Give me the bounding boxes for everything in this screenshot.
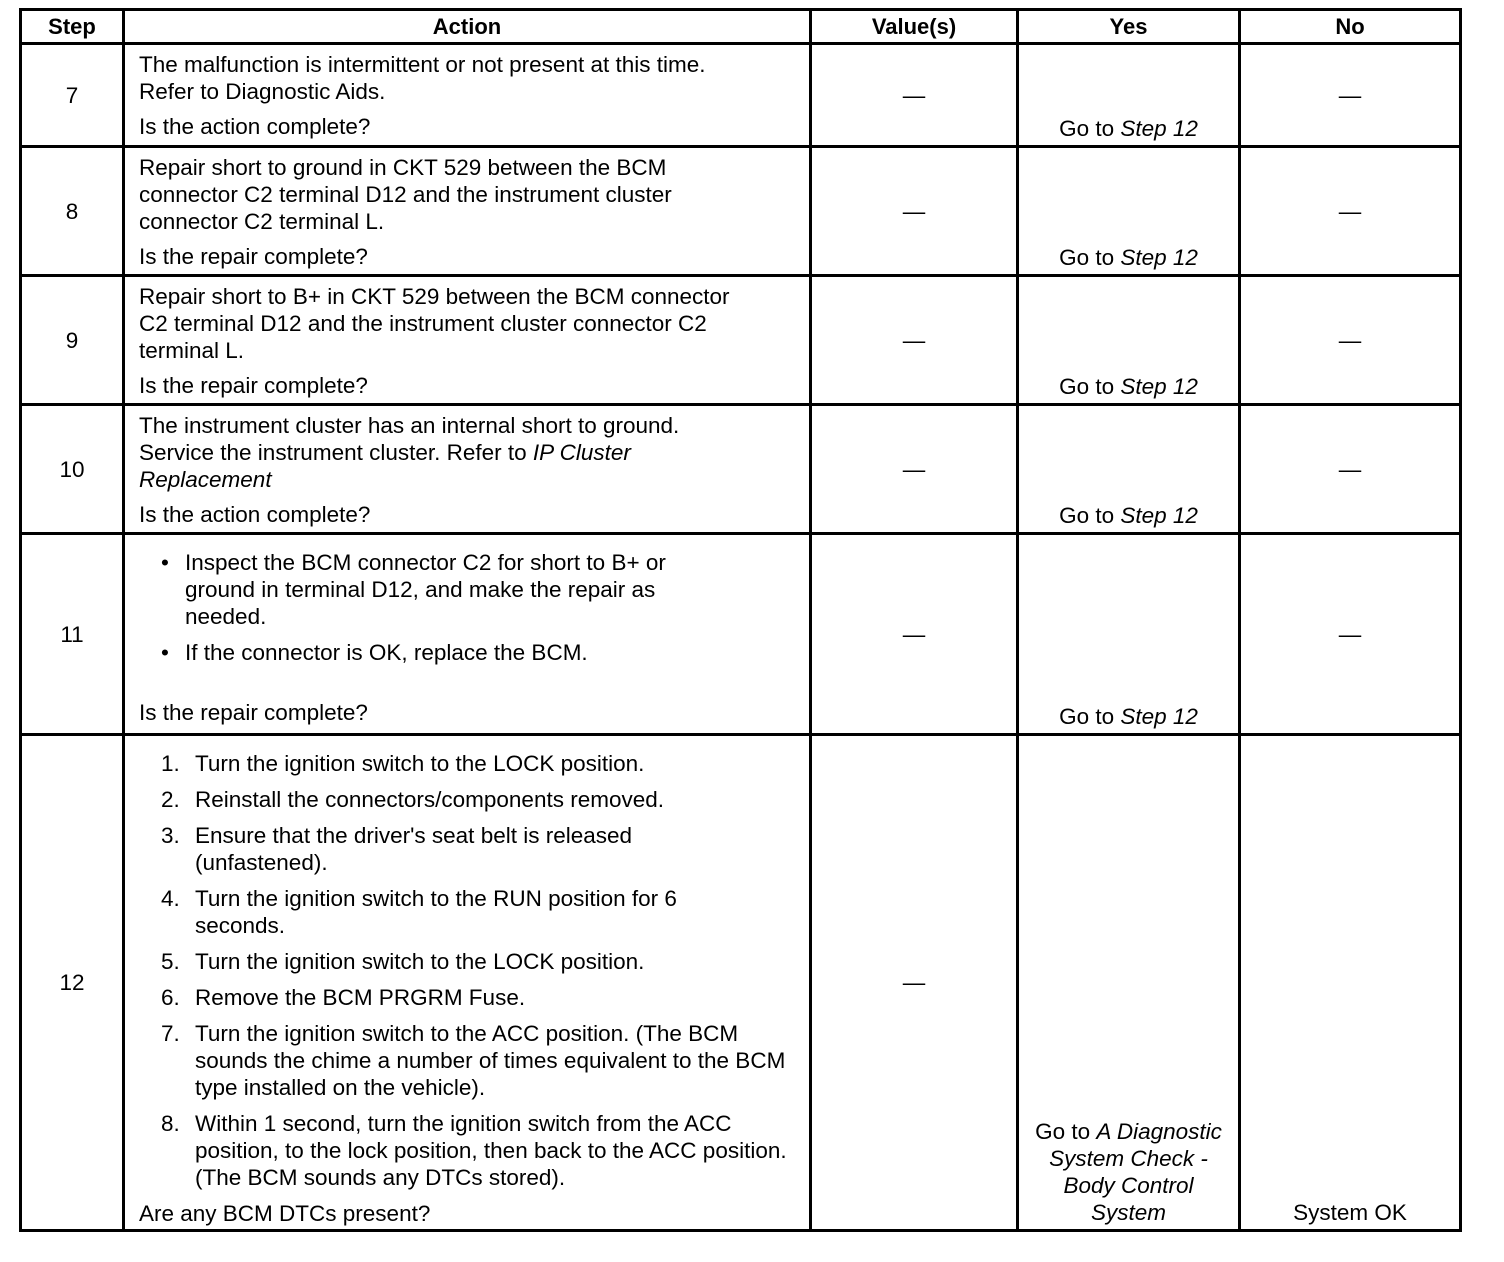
header-row [21, 10, 1461, 44]
yes-prefix: Go to [1059, 374, 1121, 399]
yes-prefix: Go to [1059, 704, 1121, 729]
header-no: No [1240, 10, 1461, 44]
table-row [21, 44, 1461, 147]
yes-prefix: Go to [1035, 1119, 1097, 1144]
action-text: Repair short to ground in CKT 529 between the BCM connector C2 terminal D12 and the instrument cluster connector C2 terminal L. [139, 155, 672, 234]
action-cell [124, 276, 811, 405]
ip-cluster-replacement-link[interactable]: IP Cluster Replacement [139, 440, 631, 492]
action-cell [124, 735, 811, 1231]
value-cell: — [811, 44, 1018, 147]
value-cell: — [811, 735, 1018, 1231]
action-question: Is the repair complete? [139, 700, 368, 725]
table-row [21, 405, 1461, 534]
diagnostic-table [19, 8, 1462, 1232]
system-ok-text: System OK [1293, 1200, 1407, 1225]
diagnostic-system-check-link[interactable]: A Diagnostic System Check - Body Control System [1049, 1119, 1222, 1225]
no-cell: — [1240, 276, 1461, 405]
yes-cell [1018, 735, 1240, 1231]
table-row [21, 534, 1461, 735]
step-number: 12 [21, 735, 124, 1231]
value-cell: — [811, 147, 1018, 276]
yes-cell [1018, 147, 1240, 276]
action-text: Repair short to B+ in CKT 529 between the BCM connector C2 terminal D12 and the instrument cluster connector C2 terminal L. [139, 284, 730, 363]
step-number: 11 [21, 534, 124, 735]
yes-cell [1018, 44, 1240, 147]
action-question: Are any BCM DTCs present? [139, 1201, 431, 1226]
yes-step-link[interactable]: Step 12 [1120, 503, 1198, 528]
action-bullet-list [139, 549, 795, 675]
action-question: Is the action complete? [139, 114, 371, 139]
step-number: 8 [21, 147, 124, 276]
action-question: Is the repair complete? [139, 244, 368, 269]
no-cell: — [1240, 405, 1461, 534]
yes-step-link[interactable]: Step 12 [1120, 245, 1198, 270]
no-cell: — [1240, 147, 1461, 276]
yes-prefix: Go to [1059, 503, 1121, 528]
yes-step-link[interactable]: Step 12 [1120, 374, 1198, 399]
action-cell [124, 44, 811, 147]
action-text: Refer to Diagnostic Aids. [139, 79, 386, 104]
step-number: 10 [21, 405, 124, 534]
list-item: 1. Turn the ignition switch to the LOCK position. [161, 751, 645, 776]
yes-prefix: Go to [1059, 116, 1121, 141]
step-number: 7 [21, 44, 124, 147]
list-item: 7. Turn the ignition switch to the ACC position. (The BCM sounds the chime a number of times equivalent to the BCM type installed on the vehicle). [161, 1021, 786, 1100]
action-step-list [139, 750, 795, 1200]
table-row [21, 735, 1461, 1231]
table-row [21, 276, 1461, 405]
yes-cell [1018, 276, 1240, 405]
header-action: Action [124, 10, 811, 44]
list-item: • Inspect the BCM connector C2 for short to B+ or ground in terminal D12, and make the repair as needed. [161, 549, 735, 630]
list-item: • If the connector is OK, replace the BCM. [161, 639, 735, 666]
value-cell: — [811, 534, 1018, 735]
value-cell: — [811, 276, 1018, 405]
no-cell: — [1240, 44, 1461, 147]
no-cell [1240, 735, 1461, 1231]
step-number: 9 [21, 276, 124, 405]
list-item: 3. Ensure that the driver's seat belt is released (unfastened). [161, 823, 633, 875]
action-text: The malfunction is intermittent or not present at this time. [139, 52, 706, 77]
header-yes: Yes [1018, 10, 1240, 44]
action-cell [124, 534, 811, 735]
list-item: 6. Remove the BCM PRGRM Fuse. [161, 985, 526, 1010]
list-item: 4. Turn the ignition switch to the RUN position for 6 seconds. [161, 886, 677, 938]
value-cell: — [811, 405, 1018, 534]
list-item: 5. Turn the ignition switch to the LOCK position. [161, 949, 645, 974]
header-step: Step [21, 10, 124, 44]
action-question: Is the action complete? [139, 502, 371, 527]
table-row [21, 147, 1461, 276]
yes-step-link[interactable]: Step 12 [1120, 704, 1198, 729]
action-cell [124, 147, 811, 276]
action-question: Is the repair complete? [139, 373, 368, 398]
yes-cell [1018, 534, 1240, 735]
yes-step-link[interactable]: Step 12 [1120, 116, 1198, 141]
list-item: 2. Reinstall the connectors/components removed. [161, 787, 664, 812]
yes-cell [1018, 405, 1240, 534]
no-cell: — [1240, 534, 1461, 735]
header-values: Value(s) [811, 10, 1018, 44]
action-cell [124, 405, 811, 534]
action-text: The instrument cluster has an internal short to ground. Service the instrument cluster. Refer to IP Cluster Replacement [139, 413, 680, 492]
list-item: 8. Within 1 second, turn the ignition switch from the ACC position, to the lock position, then back to the ACC position. (The BCM sounds any DTCs stored). [161, 1111, 787, 1190]
yes-prefix: Go to [1059, 245, 1121, 270]
